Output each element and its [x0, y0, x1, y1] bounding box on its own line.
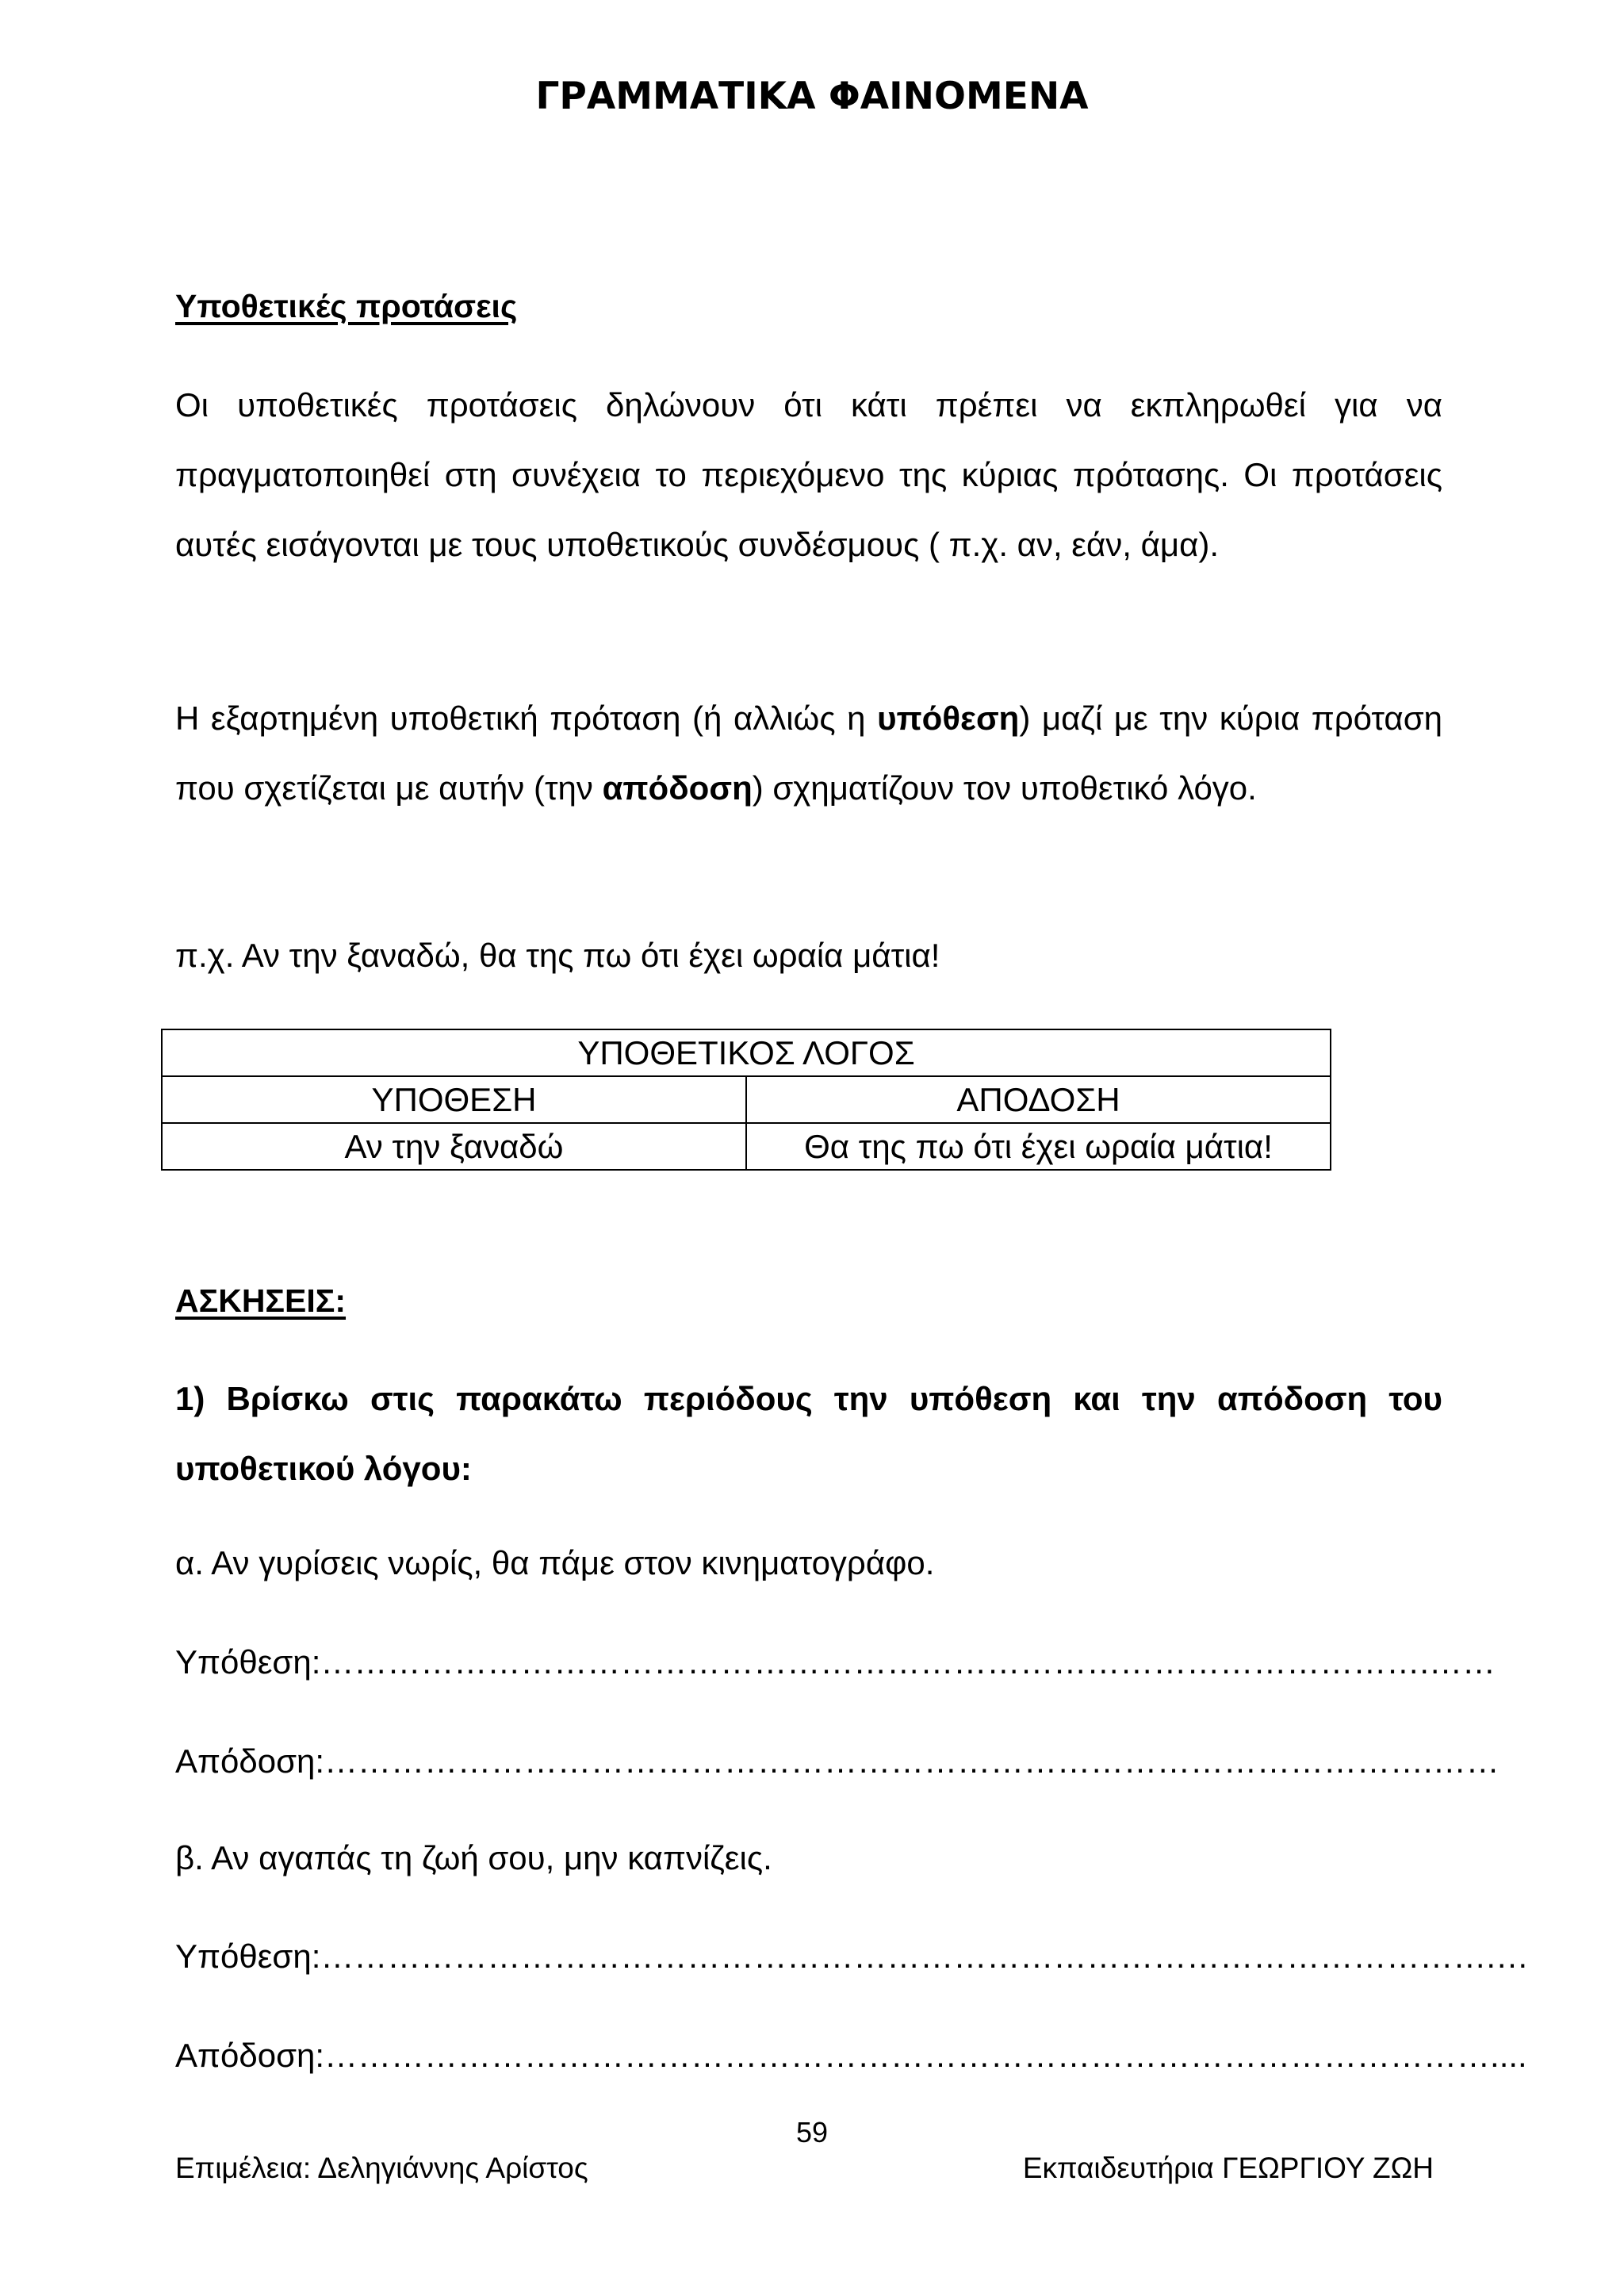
table-header-cell: ΑΠΟΔΟΣΗ: [746, 1076, 1331, 1123]
paragraph-text: ) μαζί με την κύρια πρόταση που σχετίζεται με αυτήν (την: [175, 700, 1442, 807]
paragraph-conditional-speech: [175, 684, 1442, 823]
table-cell: Αν την ξαναδώ: [162, 1123, 746, 1170]
exercise-instruction: 1) Βρίσκω στις παρακάτω περιόδους την υπόθεση και την απόδοση του υποθετικού λόγου:: [175, 1380, 1442, 1487]
page-number: 59: [795, 2116, 829, 2148]
footer-school: Εκπαιδευτήρια ΓΕΩΡΓΙΟΥ ΖΩΗ: [1022, 2152, 1434, 2184]
table-title-cell: ΥΠΟΘΕΤΙΚΟΣ ΛΟΓΟΣ: [162, 1029, 1331, 1076]
conditional-table: [161, 1029, 1331, 1171]
answer-line-apodosis-a: Απόδοση:……………………………………………………………………………………….……: [175, 1742, 1500, 1780]
paragraph-definition: Οι υποθετικές προτάσεις δηλώνουν ότι κάτι πρέπει να εκπληρωθεί για να πραγματοποιηθεί στη συνέχεια το περιεχόμενο της κύριας πρότασης. Οι προτάσεις αυτές εισάγονται με τους υποθετικούς συνδέσμους ( π.χ. αν, εάν, άμα).: [175, 386, 1442, 563]
exercise-item-a: α. Αν γυρίσεις νωρίς, θα πάμε στον κινηματογράφο.: [175, 1544, 935, 1581]
section-heading: Υποθετικές προτάσεις: [175, 288, 518, 324]
exercises-heading: ΑΣΚΗΣΕΙΣ:: [175, 1282, 347, 1319]
paragraph-text: ) σχηματίζουν τον υποθετικό λόγο.: [752, 769, 1257, 807]
table-header-cell: ΥΠΟΘΕΣΗ: [162, 1076, 746, 1123]
answer-line-apodosis-b: Απόδοση:……………………………………………………………………………………………....: [175, 2037, 1527, 2074]
table-title-row: [162, 1029, 1331, 1076]
table-header-row: [162, 1076, 1331, 1123]
bold-term-hypothesis: υπόθεση: [877, 700, 1020, 737]
paragraph-text: Η εξαρτημένη υποθετική πρόταση (ή αλλιώς η: [175, 700, 878, 737]
table-cell: Θα της πω ότι έχει ωραία μάτια!: [746, 1123, 1331, 1170]
example-sentence: π.χ. Αν την ξαναδώ, θα της πω ότι έχει ωραία μάτια!: [175, 937, 940, 974]
footer-author: Επιμέλεια: Δεληγιάννης Αρίστος: [175, 2152, 588, 2184]
table-row: [162, 1123, 1331, 1170]
exercise-item-b: β. Αν αγαπάς τη ζωή σου, μην καπνίζεις.: [175, 1839, 772, 1876]
answer-line-hypothesis-a: Υπόθεση:……………………………………………………………………………………….……: [175, 1643, 1496, 1681]
answer-line-hypothesis-b: Υπόθεση:…………………………………………………………………………………………….…: [175, 1938, 1530, 1975]
page-title: ΓΡΑΜΜΑΤΙΚΑ ΦΑΙΝΟΜΕΝΑ: [535, 75, 1089, 118]
bold-term-apodosis: απόδοση: [602, 769, 753, 807]
